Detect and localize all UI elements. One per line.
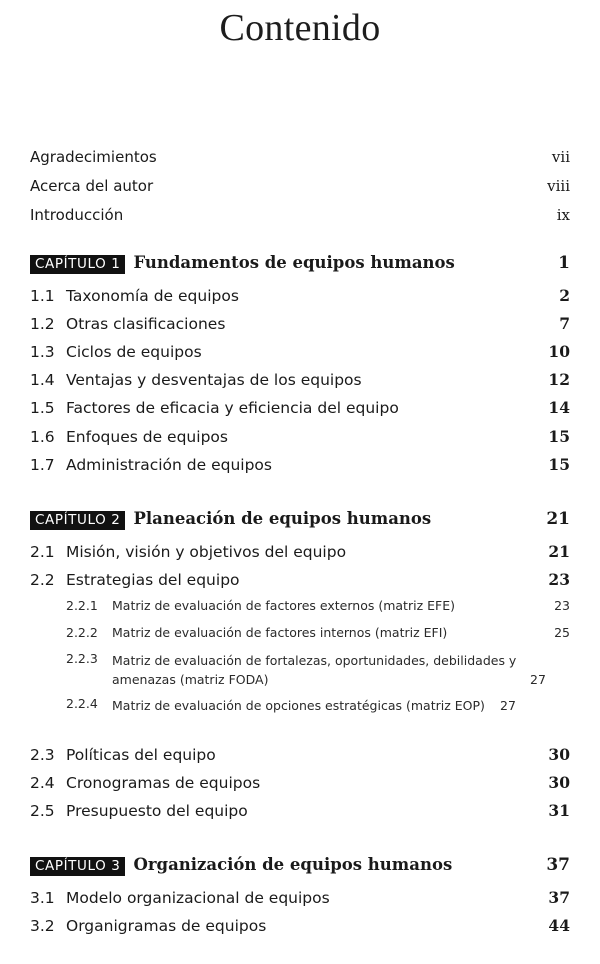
- toc-page-number: vii: [551, 148, 570, 166]
- subsection-number: 2.2.2: [66, 625, 98, 640]
- toc-page-number: 30: [548, 745, 570, 764]
- section-label: Enfoques de equipos: [66, 428, 228, 446]
- toc-entry-about-author[interactable]: [30, 177, 570, 195]
- toc-page-number: 25: [554, 625, 570, 640]
- section-label: Administración de equipos: [66, 456, 272, 474]
- section-number: 2.3: [30, 746, 55, 764]
- section-number: 2.4: [30, 774, 55, 792]
- section-label: Estrategias del equipo: [66, 571, 240, 589]
- toc-page-number: 21: [548, 542, 570, 561]
- toc-page-number: 15: [548, 427, 570, 446]
- toc-page-number: 27: [530, 672, 546, 687]
- toc-page-number: viii: [547, 177, 570, 195]
- toc-subsection-2-2-3[interactable]: [30, 651, 570, 689]
- chapter-title: Planeación de equipos humanos: [133, 509, 432, 528]
- section-label: Cronogramas de equipos: [66, 774, 261, 792]
- section-number: 1.7: [30, 456, 55, 474]
- chapter-title: Organización de equipos humanos: [133, 855, 453, 874]
- section-number: 1.3: [30, 343, 55, 361]
- toc-section-1-6[interactable]: [30, 427, 570, 446]
- toc-section-1-3[interactable]: [30, 342, 570, 361]
- section-label: Modelo organizacional de equipos: [66, 889, 330, 907]
- toc-entry-label: Acerca del autor: [30, 177, 154, 195]
- toc-entry-label: Introducción: [30, 206, 124, 224]
- toc-page-number: 14: [548, 398, 570, 417]
- section-number: 2.1: [30, 543, 55, 561]
- toc-page-number: 1: [558, 253, 570, 273]
- toc-page-number: 37: [548, 888, 570, 907]
- chapter-badge: CAPÍTULO 3: [30, 857, 125, 876]
- section-number: 1.4: [30, 371, 55, 389]
- section-number: 1.5: [30, 399, 55, 417]
- toc-section-2-3[interactable]: [30, 745, 570, 764]
- toc-page-number: 31: [548, 801, 570, 820]
- toc-section-2-2[interactable]: [30, 570, 570, 589]
- toc-page-number: 27: [500, 698, 516, 713]
- toc-chapter-1[interactable]: [30, 253, 570, 273]
- section-label: Misión, visión y objetivos del equipo: [66, 543, 347, 561]
- toc-page-number: 10: [548, 342, 570, 361]
- toc-subsection-2-2-2[interactable]: [30, 625, 570, 640]
- toc-chapter-3[interactable]: [30, 855, 570, 875]
- section-number: 2.5: [30, 802, 55, 820]
- toc-entry-label: Agradecimientos: [30, 148, 157, 166]
- section-label: Políticas del equipo: [66, 746, 216, 764]
- toc-section-3-1[interactable]: [30, 888, 570, 907]
- toc-page-number: 12: [548, 370, 570, 389]
- toc-page-number: 21: [546, 509, 570, 529]
- toc-entry-acknowledgements[interactable]: [30, 148, 570, 166]
- toc-page-number: 15: [548, 455, 570, 474]
- subsection-label: Matriz de evaluación de opciones estratégicas (matriz EOP): [112, 698, 485, 713]
- subsection-number: 2.2.1: [66, 598, 98, 613]
- toc-section-1-5[interactable]: [30, 398, 570, 417]
- toc-page-number: 23: [548, 570, 570, 589]
- toc-section-1-1[interactable]: [30, 286, 570, 305]
- section-label: Ciclos de equipos: [66, 343, 202, 361]
- chapter-title: Fundamentos de equipos humanos: [133, 253, 455, 272]
- chapter-badge: CAPÍTULO 2: [30, 511, 125, 530]
- subsection-number: 2.2.4: [66, 696, 98, 711]
- toc-page-number: 30: [548, 773, 570, 792]
- section-label: Otras clasificaciones: [66, 315, 226, 333]
- subsection-label: Matriz de evaluación de fortalezas, oportunidades, debilidades y amenazas (matriz FODA): [112, 653, 517, 687]
- section-number: 3.1: [30, 889, 55, 907]
- toc-subsection-2-2-1[interactable]: [30, 598, 570, 613]
- toc-section-1-7[interactable]: [30, 455, 570, 474]
- toc-entry-introduction[interactable]: [30, 206, 570, 224]
- toc-section-3-2[interactable]: [30, 916, 570, 935]
- toc-section-2-1[interactable]: [30, 542, 570, 561]
- subsection-number: 2.2.3: [66, 651, 98, 666]
- toc-page-number: 2: [559, 286, 570, 305]
- section-label: Factores de eficacia y eficiencia del equipo: [66, 399, 399, 417]
- section-label: Ventajas y desventajas de los equipos: [66, 371, 362, 389]
- subsection-label: Matriz de evaluación de factores internos (matriz EFI): [112, 625, 448, 640]
- toc-section-2-4[interactable]: [30, 773, 570, 792]
- toc-page-number: 23: [554, 598, 570, 613]
- section-label: Taxonomía de equipos: [66, 287, 239, 305]
- section-number: 2.2: [30, 571, 55, 589]
- toc-section-1-2[interactable]: [30, 314, 570, 333]
- page-title: Contenido: [219, 7, 381, 49]
- section-number: 3.2: [30, 917, 55, 935]
- subsection-label: Matriz de evaluación de factores externos (matriz EFE): [112, 598, 455, 613]
- chapter-badge: CAPÍTULO 1: [30, 255, 125, 274]
- toc-section-2-5[interactable]: [30, 801, 570, 820]
- toc-page-number: 37: [546, 855, 570, 875]
- toc-page-number: ix: [556, 206, 570, 224]
- toc-subsection-2-2-4[interactable]: [30, 696, 570, 715]
- section-number: 1.2: [30, 315, 55, 333]
- section-label: Organigramas de equipos: [66, 917, 267, 935]
- section-label: Presupuesto del equipo: [66, 802, 248, 820]
- toc-page-number: 7: [559, 314, 570, 333]
- section-number: 1.6: [30, 428, 55, 446]
- toc-section-1-4[interactable]: [30, 370, 570, 389]
- toc-chapter-2[interactable]: [30, 509, 570, 529]
- toc-page-number: 44: [548, 916, 570, 935]
- section-number: 1.1: [30, 287, 55, 305]
